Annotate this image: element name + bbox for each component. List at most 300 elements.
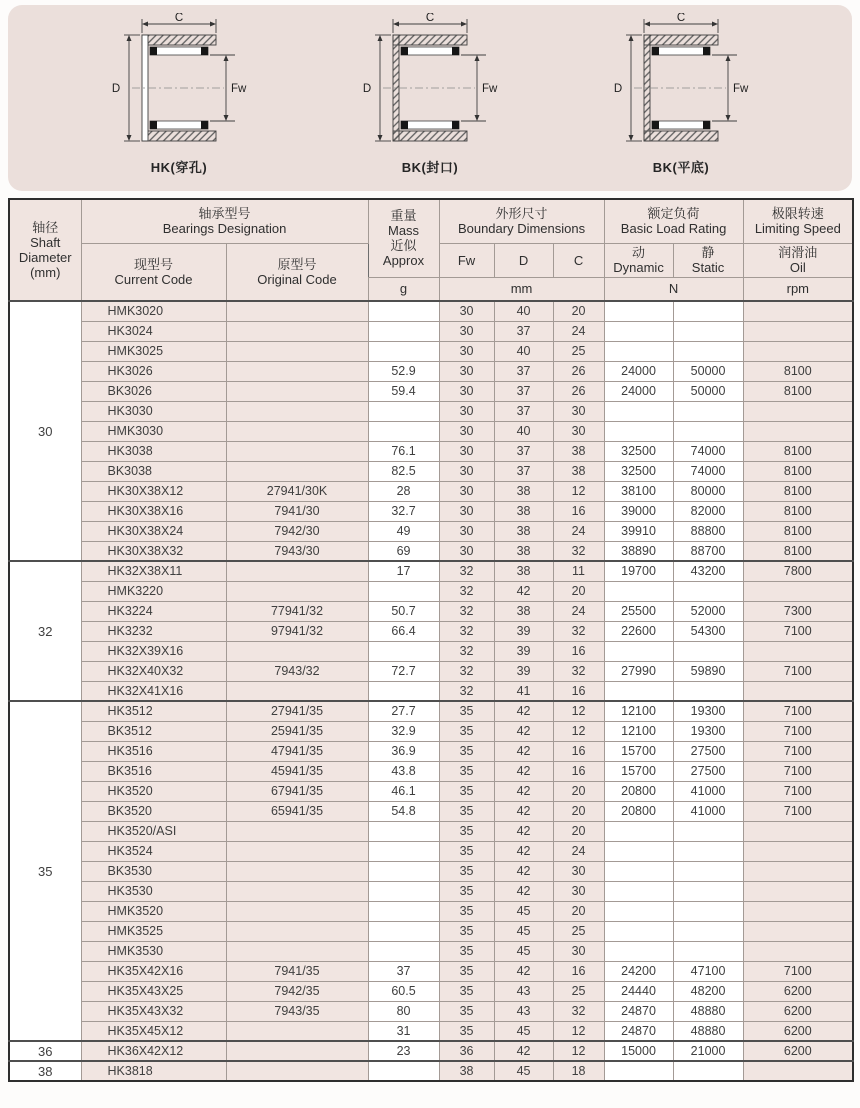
cell-current-code: HK3232 [81, 621, 226, 641]
cell-fw: 35 [439, 1001, 494, 1021]
cell-d: 42 [494, 701, 553, 721]
roller-seal [703, 47, 710, 55]
roller-seal [452, 121, 459, 129]
cell-current-code: HK3024 [81, 321, 226, 341]
dimension-arrowhead [475, 55, 480, 61]
cell-mass: 32.9 [368, 721, 439, 741]
cell-d: 45 [494, 921, 553, 941]
cell-original-code [226, 901, 368, 921]
cell-fw: 35 [439, 941, 494, 961]
cell-fw: 30 [439, 521, 494, 541]
cell-c: 12 [553, 721, 604, 741]
cell-original-code: 77941/32 [226, 601, 368, 621]
table-row [9, 301, 853, 321]
table-row [9, 341, 853, 361]
cell-static-load: 48200 [673, 981, 743, 1001]
cell-c: 30 [553, 421, 604, 441]
cell-shaft-diameter: 32 [9, 561, 81, 701]
cell-d: 42 [494, 741, 553, 761]
cell-c: 20 [553, 301, 604, 321]
cell-dynamic-load: 12100 [604, 701, 673, 721]
cell-c: 24 [553, 601, 604, 621]
cell-c: 16 [553, 501, 604, 521]
cell-oil-speed [743, 921, 853, 941]
cell-mass: 80 [368, 1001, 439, 1021]
cell-current-code: BK3516 [81, 761, 226, 781]
cell-dynamic-load [604, 341, 673, 361]
col-header-original-code: 原型号 Original Code [226, 243, 368, 301]
table-row [9, 741, 853, 761]
table-row [9, 761, 853, 781]
cell-mass [368, 881, 439, 901]
cell-oil-speed [743, 1061, 853, 1081]
cell-oil-speed: 8100 [743, 461, 853, 481]
cell-d: 45 [494, 1021, 553, 1041]
cell-current-code: HK35X43X32 [81, 1001, 226, 1021]
cell-c: 24 [553, 841, 604, 861]
cell-fw: 30 [439, 321, 494, 341]
cell-static-load: 43200 [673, 561, 743, 581]
cell-dynamic-load: 22600 [604, 621, 673, 641]
cell-oil-speed: 7100 [743, 741, 853, 761]
cell-c: 26 [553, 381, 604, 401]
cell-c: 12 [553, 481, 604, 501]
table-row [9, 421, 853, 441]
cell-oil-speed: 7100 [743, 801, 853, 821]
cell-fw: 32 [439, 621, 494, 641]
cell-c: 20 [553, 821, 604, 841]
cell-dynamic-load [604, 581, 673, 601]
table-row [9, 501, 853, 521]
bearing-cross-section-drawing [104, 13, 254, 163]
cell-current-code: HK32X40X32 [81, 661, 226, 681]
dimension-arrowhead [712, 22, 718, 27]
cell-original-code: 7943/35 [226, 1001, 368, 1021]
cell-dynamic-load: 38890 [604, 541, 673, 561]
cell-original-code: 25941/35 [226, 721, 368, 741]
cell-original-code: 67941/35 [226, 781, 368, 801]
col-header-static: 静 Static [673, 243, 743, 277]
cell-original-code [226, 381, 368, 401]
cell-original-code [226, 1061, 368, 1081]
cell-original-code [226, 321, 368, 341]
cell-mass [368, 921, 439, 941]
cell-dynamic-load: 24000 [604, 381, 673, 401]
cell-dynamic-load [604, 421, 673, 441]
cell-dynamic-load: 19700 [604, 561, 673, 581]
cell-current-code: HK3030 [81, 401, 226, 421]
cell-oil-speed: 8100 [743, 361, 853, 381]
bearing-diagram-bk-closed [350, 13, 510, 176]
cell-current-code: HK35X42X16 [81, 961, 226, 981]
cell-fw: 30 [439, 401, 494, 421]
cell-c: 32 [553, 661, 604, 681]
cell-mass [368, 861, 439, 881]
cell-oil-speed [743, 341, 853, 361]
table-row [9, 821, 853, 841]
cell-dynamic-load [604, 841, 673, 861]
cell-d: 40 [494, 421, 553, 441]
cell-original-code: 27941/30K [226, 481, 368, 501]
cell-original-code [226, 841, 368, 861]
shell-bottom [393, 131, 467, 141]
cell-c: 30 [553, 881, 604, 901]
dimension-label-d: D [613, 83, 623, 95]
cell-dynamic-load [604, 941, 673, 961]
cell-d: 42 [494, 801, 553, 821]
cell-original-code [226, 821, 368, 841]
cell-c: 12 [553, 701, 604, 721]
cell-static-load [673, 581, 743, 601]
cell-dynamic-load [604, 881, 673, 901]
cell-mass [368, 581, 439, 601]
cell-mass [368, 641, 439, 661]
cell-static-load: 41000 [673, 801, 743, 821]
cell-c: 16 [553, 681, 604, 701]
cell-mass [368, 321, 439, 341]
cell-original-code: 27941/35 [226, 701, 368, 721]
cell-mass [368, 301, 439, 321]
table-row [9, 521, 853, 541]
cell-oil-speed: 8100 [743, 441, 853, 461]
cell-oil-speed: 6200 [743, 1041, 853, 1061]
dimension-label-c: C [174, 13, 184, 24]
cell-current-code: HMK3030 [81, 421, 226, 441]
cell-fw: 35 [439, 961, 494, 981]
bearing-cross-section-flat-icon [601, 13, 761, 163]
cell-mass: 59.4 [368, 381, 439, 401]
cell-dynamic-load [604, 301, 673, 321]
roller-seal [401, 121, 408, 129]
roller-seal [201, 47, 208, 55]
cell-dynamic-load: 32500 [604, 441, 673, 461]
cell-fw: 30 [439, 381, 494, 401]
cell-d: 45 [494, 941, 553, 961]
cell-c: 38 [553, 441, 604, 461]
cell-current-code: HK30X38X16 [81, 501, 226, 521]
roller-seal [150, 121, 157, 129]
cell-original-code [226, 581, 368, 601]
cell-current-code: HK32X38X11 [81, 561, 226, 581]
cell-d: 37 [494, 401, 553, 421]
roller-row [150, 47, 208, 55]
cell-dynamic-load: 27990 [604, 661, 673, 681]
cell-oil-speed: 7300 [743, 601, 853, 621]
dimension-arrowhead [142, 22, 148, 27]
cell-current-code: HMK3525 [81, 921, 226, 941]
cell-d: 42 [494, 761, 553, 781]
roller-seal [452, 47, 459, 55]
cell-c: 25 [553, 981, 604, 1001]
cell-fw: 35 [439, 881, 494, 901]
cell-mass: 72.7 [368, 661, 439, 681]
cell-current-code: HMK3025 [81, 341, 226, 361]
cell-dynamic-load: 25500 [604, 601, 673, 621]
cell-static-load [673, 641, 743, 661]
cell-mass: 46.1 [368, 781, 439, 801]
cell-mass: 27.7 [368, 701, 439, 721]
dimension-label-d: D [362, 83, 372, 95]
col-header-limiting-speed: 极限转速 Limiting Speed [743, 199, 853, 243]
dimension-arrowhead [644, 22, 650, 27]
cell-current-code: HK30X38X32 [81, 541, 226, 561]
cell-d: 45 [494, 901, 553, 921]
table-row [9, 701, 853, 721]
cell-fw: 35 [439, 901, 494, 921]
cell-mass: 37 [368, 961, 439, 981]
table-row [9, 561, 853, 581]
cell-d: 42 [494, 1041, 553, 1061]
cell-oil-speed [743, 901, 853, 921]
cell-dynamic-load: 24870 [604, 1001, 673, 1021]
cell-mass [368, 941, 439, 961]
cell-mass: 28 [368, 481, 439, 501]
dimension-label-fw: Fw [733, 83, 749, 95]
cell-original-code [226, 441, 368, 461]
dimension-arrowhead [127, 35, 132, 41]
cell-static-load [673, 861, 743, 881]
cell-fw: 35 [439, 861, 494, 881]
table-row [9, 861, 853, 881]
cell-fw: 32 [439, 681, 494, 701]
cell-dynamic-load: 38100 [604, 481, 673, 501]
cell-c: 20 [553, 581, 604, 601]
cell-mass: 23 [368, 1041, 439, 1061]
cell-static-load [673, 821, 743, 841]
cell-current-code: HK32X41X16 [81, 681, 226, 701]
cell-fw: 35 [439, 761, 494, 781]
cell-mass: 82.5 [368, 461, 439, 481]
table-row [9, 401, 853, 421]
bearing-cross-section-drawing [355, 13, 505, 163]
bearing-spec-table [8, 198, 854, 1082]
cell-static-load: 54300 [673, 621, 743, 641]
cell-dynamic-load [604, 321, 673, 341]
cell-oil-speed [743, 301, 853, 321]
cell-mass [368, 341, 439, 361]
cell-oil-speed: 7800 [743, 561, 853, 581]
cell-d: 42 [494, 581, 553, 601]
table-row [9, 621, 853, 641]
cell-static-load: 80000 [673, 481, 743, 501]
cell-shaft-diameter: 35 [9, 701, 81, 1041]
cell-current-code: HMK3020 [81, 301, 226, 321]
table-row [9, 361, 853, 381]
cell-static-load [673, 301, 743, 321]
cell-d: 38 [494, 501, 553, 521]
table-row [9, 881, 853, 901]
cell-oil-speed: 8100 [743, 541, 853, 561]
cell-static-load [673, 841, 743, 861]
cell-dynamic-load [604, 641, 673, 661]
cell-current-code: HK3520 [81, 781, 226, 801]
cell-fw: 38 [439, 1061, 494, 1081]
table-row [9, 921, 853, 941]
cell-d: 37 [494, 381, 553, 401]
cell-c: 26 [553, 361, 604, 381]
col-header-d: D [494, 243, 553, 277]
cell-c: 12 [553, 1021, 604, 1041]
cell-oil-speed: 6200 [743, 1021, 853, 1041]
cell-d: 38 [494, 481, 553, 501]
cell-current-code: HK3026 [81, 361, 226, 381]
col-header-c: C [553, 243, 604, 277]
diagram-panel [8, 5, 852, 191]
cell-current-code: HK30X38X12 [81, 481, 226, 501]
cell-mass [368, 1061, 439, 1081]
col-header-basic-load-rating: 额定负荷 Basic Load Rating [604, 199, 743, 243]
cell-fw: 32 [439, 641, 494, 661]
cell-c: 30 [553, 861, 604, 881]
cell-oil-speed: 7100 [743, 761, 853, 781]
cell-c: 16 [553, 961, 604, 981]
cell-current-code: HK35X45X12 [81, 1021, 226, 1041]
cell-d: 40 [494, 341, 553, 361]
cell-mass [368, 821, 439, 841]
cell-current-code: HMK3220 [81, 581, 226, 601]
cell-fw: 30 [439, 301, 494, 321]
cell-d: 40 [494, 301, 553, 321]
cell-d: 42 [494, 861, 553, 881]
cell-static-load [673, 401, 743, 421]
cell-fw: 35 [439, 821, 494, 841]
cell-static-load: 82000 [673, 501, 743, 521]
cell-oil-speed [743, 681, 853, 701]
cell-oil-speed: 7100 [743, 661, 853, 681]
shell-top [644, 35, 718, 45]
cell-oil-speed [743, 641, 853, 661]
cell-static-load [673, 1061, 743, 1081]
bearing-cross-section-drawing [606, 13, 756, 163]
shell-top [142, 35, 216, 45]
cell-original-code [226, 921, 368, 941]
cell-d: 38 [494, 561, 553, 581]
cell-mass: 43.8 [368, 761, 439, 781]
cell-current-code: HK3512 [81, 701, 226, 721]
cell-mass: 76.1 [368, 441, 439, 461]
cell-fw: 35 [439, 701, 494, 721]
col-header-current-code: 现型号 Current Code [81, 243, 226, 301]
cell-current-code: BK3520 [81, 801, 226, 821]
cell-current-code: HK3530 [81, 881, 226, 901]
cell-fw: 30 [439, 341, 494, 361]
cell-fw: 35 [439, 981, 494, 1001]
cell-static-load [673, 941, 743, 961]
cell-d: 39 [494, 621, 553, 641]
cell-c: 20 [553, 801, 604, 821]
shell-bottom [142, 131, 216, 141]
table-row [9, 1061, 853, 1081]
cell-c: 16 [553, 641, 604, 661]
cell-dynamic-load: 39000 [604, 501, 673, 521]
cell-c: 30 [553, 401, 604, 421]
cell-original-code [226, 421, 368, 441]
cell-static-load: 19300 [673, 701, 743, 721]
cell-original-code [226, 361, 368, 381]
table-row [9, 941, 853, 961]
roller-row [401, 121, 459, 129]
cell-static-load [673, 881, 743, 901]
cell-current-code: HK36X42X12 [81, 1041, 226, 1061]
cell-dynamic-load: 24870 [604, 1021, 673, 1041]
dimension-arrowhead [378, 35, 383, 41]
dimension-label-fw: Fw [482, 83, 498, 95]
diagram-caption: BK(封口) [401, 160, 459, 175]
cell-c: 16 [553, 761, 604, 781]
table-row [9, 1001, 853, 1021]
roller-row [401, 47, 459, 55]
cell-c: 32 [553, 541, 604, 561]
cell-d: 42 [494, 841, 553, 861]
cell-dynamic-load [604, 401, 673, 421]
cell-current-code: HK3038 [81, 441, 226, 461]
cell-c: 18 [553, 1061, 604, 1081]
dimension-arrowhead [461, 22, 467, 27]
cell-oil-speed [743, 421, 853, 441]
cell-static-load: 47100 [673, 961, 743, 981]
cell-static-load: 74000 [673, 461, 743, 481]
cell-static-load: 48880 [673, 1021, 743, 1041]
table-row [9, 321, 853, 341]
cell-original-code [226, 561, 368, 581]
cell-fw: 35 [439, 721, 494, 741]
roller-seal [703, 121, 710, 129]
cell-dynamic-load: 39910 [604, 521, 673, 541]
unit-speed-rpm: rpm [743, 277, 853, 301]
cell-c: 25 [553, 341, 604, 361]
cell-current-code: BK3530 [81, 861, 226, 881]
cell-c: 25 [553, 921, 604, 941]
cell-d: 37 [494, 441, 553, 461]
table-row [9, 841, 853, 861]
cell-fw: 30 [439, 461, 494, 481]
cell-static-load: 74000 [673, 441, 743, 461]
cell-c: 16 [553, 741, 604, 761]
cell-current-code: HK3520/ASI [81, 821, 226, 841]
cell-mass: 69 [368, 541, 439, 561]
cell-original-code [226, 301, 368, 321]
cell-mass: 66.4 [368, 621, 439, 641]
cell-d: 42 [494, 961, 553, 981]
cell-shaft-diameter: 38 [9, 1061, 81, 1081]
cell-original-code: 7942/35 [226, 981, 368, 1001]
dimension-arrowhead [224, 55, 229, 61]
cell-static-load: 50000 [673, 361, 743, 381]
cell-static-load [673, 901, 743, 921]
col-header-boundary-dimensions: 外形尺寸 Boundary Dimensions [439, 199, 604, 243]
cell-oil-speed: 7100 [743, 721, 853, 741]
cell-current-code: HK30X38X24 [81, 521, 226, 541]
cell-oil-speed: 7100 [743, 621, 853, 641]
bearing-cross-section-open-icon [99, 13, 259, 163]
cell-original-code: 7942/30 [226, 521, 368, 541]
dimension-arrowhead [378, 135, 383, 141]
dimension-arrowhead [726, 115, 731, 121]
table-row [9, 681, 853, 701]
col-header-dynamic: 动 Dynamic [604, 243, 673, 277]
dimension-arrowhead [210, 22, 216, 27]
table-row [9, 381, 853, 401]
cell-static-load: 50000 [673, 381, 743, 401]
cell-original-code: 7941/30 [226, 501, 368, 521]
cell-fw: 32 [439, 561, 494, 581]
roller-row [652, 121, 710, 129]
dimension-label-fw: Fw [231, 83, 247, 95]
cell-dynamic-load [604, 1061, 673, 1081]
roller-seal [652, 47, 659, 55]
cell-c: 32 [553, 1001, 604, 1021]
cell-shaft-diameter: 36 [9, 1041, 81, 1061]
